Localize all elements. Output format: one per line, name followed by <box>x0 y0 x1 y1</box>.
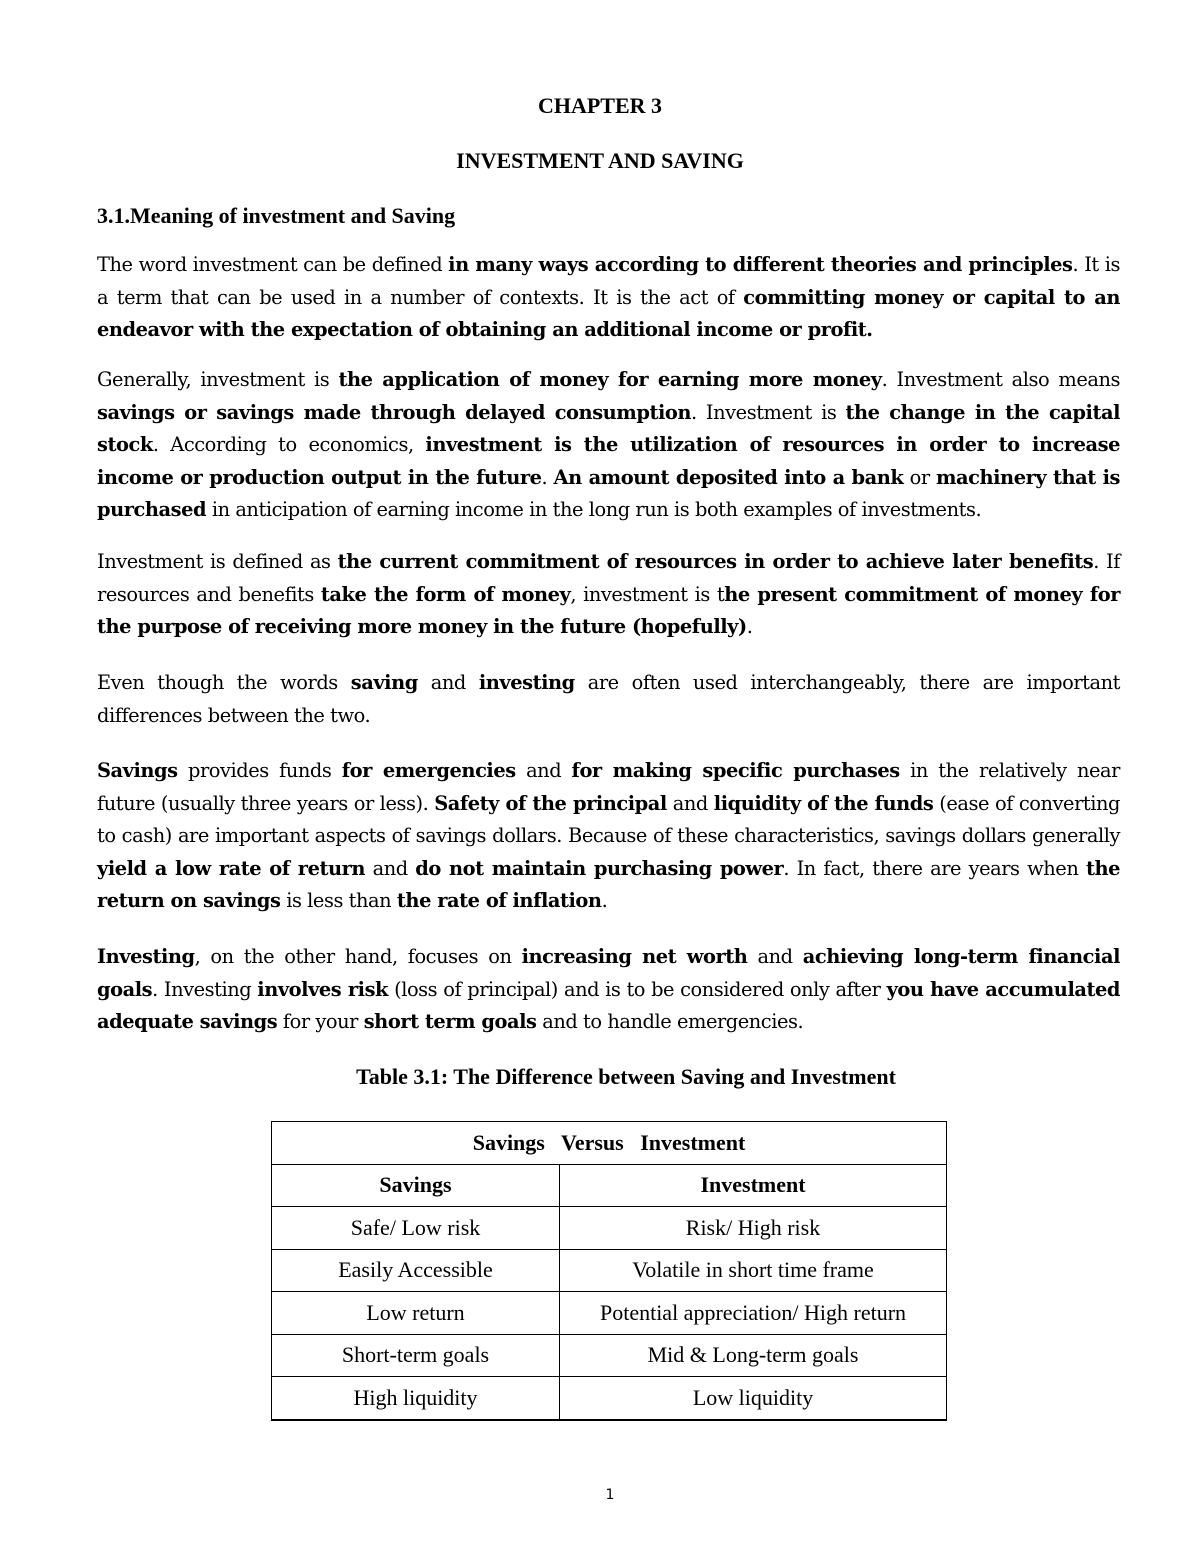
bold-text-run: involves risk <box>257 977 389 1001</box>
investment-cell: Mid & Long-term goals <box>560 1334 947 1377</box>
section-heading <box>97 203 455 229</box>
savings-cell: High liquidity <box>272 1377 560 1421</box>
table-row <box>272 1334 947 1377</box>
bold-text-run: do not maintain purchasing power <box>415 856 784 880</box>
text-run: . It is a term that can be used in a number of contexts. It is the act of <box>97 253 1120 309</box>
text-run: . <box>541 465 554 489</box>
column-header-savings: Savings <box>272 1164 560 1207</box>
bold-text-run: committing money or capital to an endeavor with the expectation of obtaining an additional income or profit. <box>97 285 1120 342</box>
table-caption: Table 3.1: The Difference between Saving and Investment <box>356 1064 896 1089</box>
table-row <box>272 1377 947 1421</box>
text-run: , investment is t <box>570 582 725 606</box>
bold-text-run: he present commitment of money for the purpose of receiving more money in the future (hopefully) <box>97 582 1120 639</box>
bold-text-run: saving <box>350 671 418 694</box>
bold-text-run: take the form of money <box>320 582 571 606</box>
text-run: . In fact, there are years when <box>783 856 1086 880</box>
column-header-investment: Investment <box>560 1164 947 1207</box>
text-run: . <box>746 615 753 639</box>
text-run: provides funds <box>177 759 342 782</box>
page-number: 1 <box>605 1487 615 1503</box>
investment-cell: Potential appreciation/ High return <box>560 1292 947 1335</box>
text-run: and <box>515 759 572 782</box>
paragraph-1 <box>97 249 1120 347</box>
text-run: Even though the words <box>97 671 351 694</box>
bold-text-run: for making specific purchases <box>571 759 900 782</box>
text-run: Generally, investment is <box>97 368 339 391</box>
savings-cell: Short-term goals <box>272 1334 560 1377</box>
paragraph-4 <box>97 667 1120 732</box>
bold-text-run: Savings <box>97 759 178 782</box>
bold-text-run: you have accumulated adequate savings <box>97 977 1120 1034</box>
table-title-row <box>272 1122 947 1165</box>
bold-text-run: savings or savings made through delayed consumption <box>97 400 692 424</box>
text-run: . If resources and benefits <box>97 550 1120 606</box>
savings-cell: Easily Accessible <box>272 1249 560 1292</box>
text-run: Investment is defined as <box>97 550 338 573</box>
bold-text-run: short term goals <box>363 1010 537 1034</box>
bold-text-run: the application of money for earning more money <box>338 368 882 391</box>
bold-text-run: investment is the utilization of resources in order to increase income or production output in the future <box>97 433 1120 489</box>
text-run: for your <box>277 1010 364 1034</box>
investment-cell: Low liquidity <box>560 1377 947 1421</box>
paragraph-5 <box>97 755 1120 918</box>
text-run: and <box>417 671 479 694</box>
text-run: in anticipation of earning income in the long run is both examples of investments. <box>206 498 982 522</box>
bold-text-run: Safety of the principal <box>434 791 667 815</box>
text-run: . <box>601 889 608 913</box>
table-row <box>272 1292 947 1335</box>
table-row <box>272 1249 947 1292</box>
bold-text-run: increasing net worth <box>521 945 748 968</box>
text-run: . According to economics, <box>152 433 426 457</box>
savings-cell: Low return <box>272 1292 560 1335</box>
bold-text-run: Investing <box>97 945 195 968</box>
text-run: (loss of principal) and is to be considered only after <box>388 977 887 1001</box>
text-run: in the relatively near future (usually three years or less). <box>97 759 1120 815</box>
paragraph-6 <box>97 941 1120 1039</box>
bold-text-run: the change in the capital stock <box>97 400 1120 457</box>
text-run: . Investing <box>152 977 258 1001</box>
text-run: or <box>903 465 936 489</box>
text-run: The word investment can be defined <box>97 253 449 276</box>
table-title-cell: Savings Versus Investment <box>272 1122 947 1165</box>
chapter-number: CHAPTER 3 <box>537 93 663 118</box>
text-run: and to handle emergencies. <box>536 1010 804 1034</box>
text-run: and <box>747 945 803 968</box>
text-run: . Investment also means <box>881 368 1120 391</box>
bold-text-run: achieving long-term financial goals <box>97 945 1120 1001</box>
bold-text-run: An amount deposited into a bank <box>553 465 904 489</box>
bold-text-run: liquidity of the funds <box>713 791 934 815</box>
comparison-table <box>271 1121 947 1421</box>
bold-text-run: in many ways according to different theories and principles <box>448 253 1073 276</box>
section-title: Meaning of investment and Saving <box>130 203 456 228</box>
text-run: and <box>666 791 714 815</box>
investment-cell: Volatile in short time frame <box>560 1249 947 1292</box>
investment-cell: Risk/ High risk <box>560 1207 947 1250</box>
chapter-title: INVESTMENT AND SAVING <box>456 148 744 173</box>
bold-text-run: the current commitment of resources in order to achieve later benefits <box>337 550 1094 573</box>
text-run: (ease of converting to cash) are important aspects of savings dollars. Because of these characteristics, savings dollars generally <box>97 791 1120 848</box>
table-row <box>272 1207 947 1250</box>
paragraph-2 <box>97 364 1120 527</box>
bold-text-run: investing <box>478 671 575 694</box>
bold-text-run: yield a low rate of return <box>97 856 366 880</box>
text-run: are often used interchangeably, there are important differences between the two. <box>97 671 1120 727</box>
bold-text-run: the rate of inflation <box>396 889 602 913</box>
bold-text-run: for emergencies <box>341 759 516 782</box>
text-run: is less than <box>280 889 397 913</box>
table-header-row <box>272 1164 947 1207</box>
paragraph-3 <box>97 546 1120 644</box>
text-run: and <box>365 856 416 880</box>
bold-text-run: machinery that is purchased <box>97 465 1120 522</box>
bold-text-run: the return on savings <box>97 856 1120 913</box>
text-run: . Investment is <box>691 400 846 424</box>
text-run: , on the other hand, focuses on <box>194 945 522 968</box>
savings-cell: Safe/ Low risk <box>272 1207 560 1250</box>
section-number: 3.1. <box>97 203 130 228</box>
